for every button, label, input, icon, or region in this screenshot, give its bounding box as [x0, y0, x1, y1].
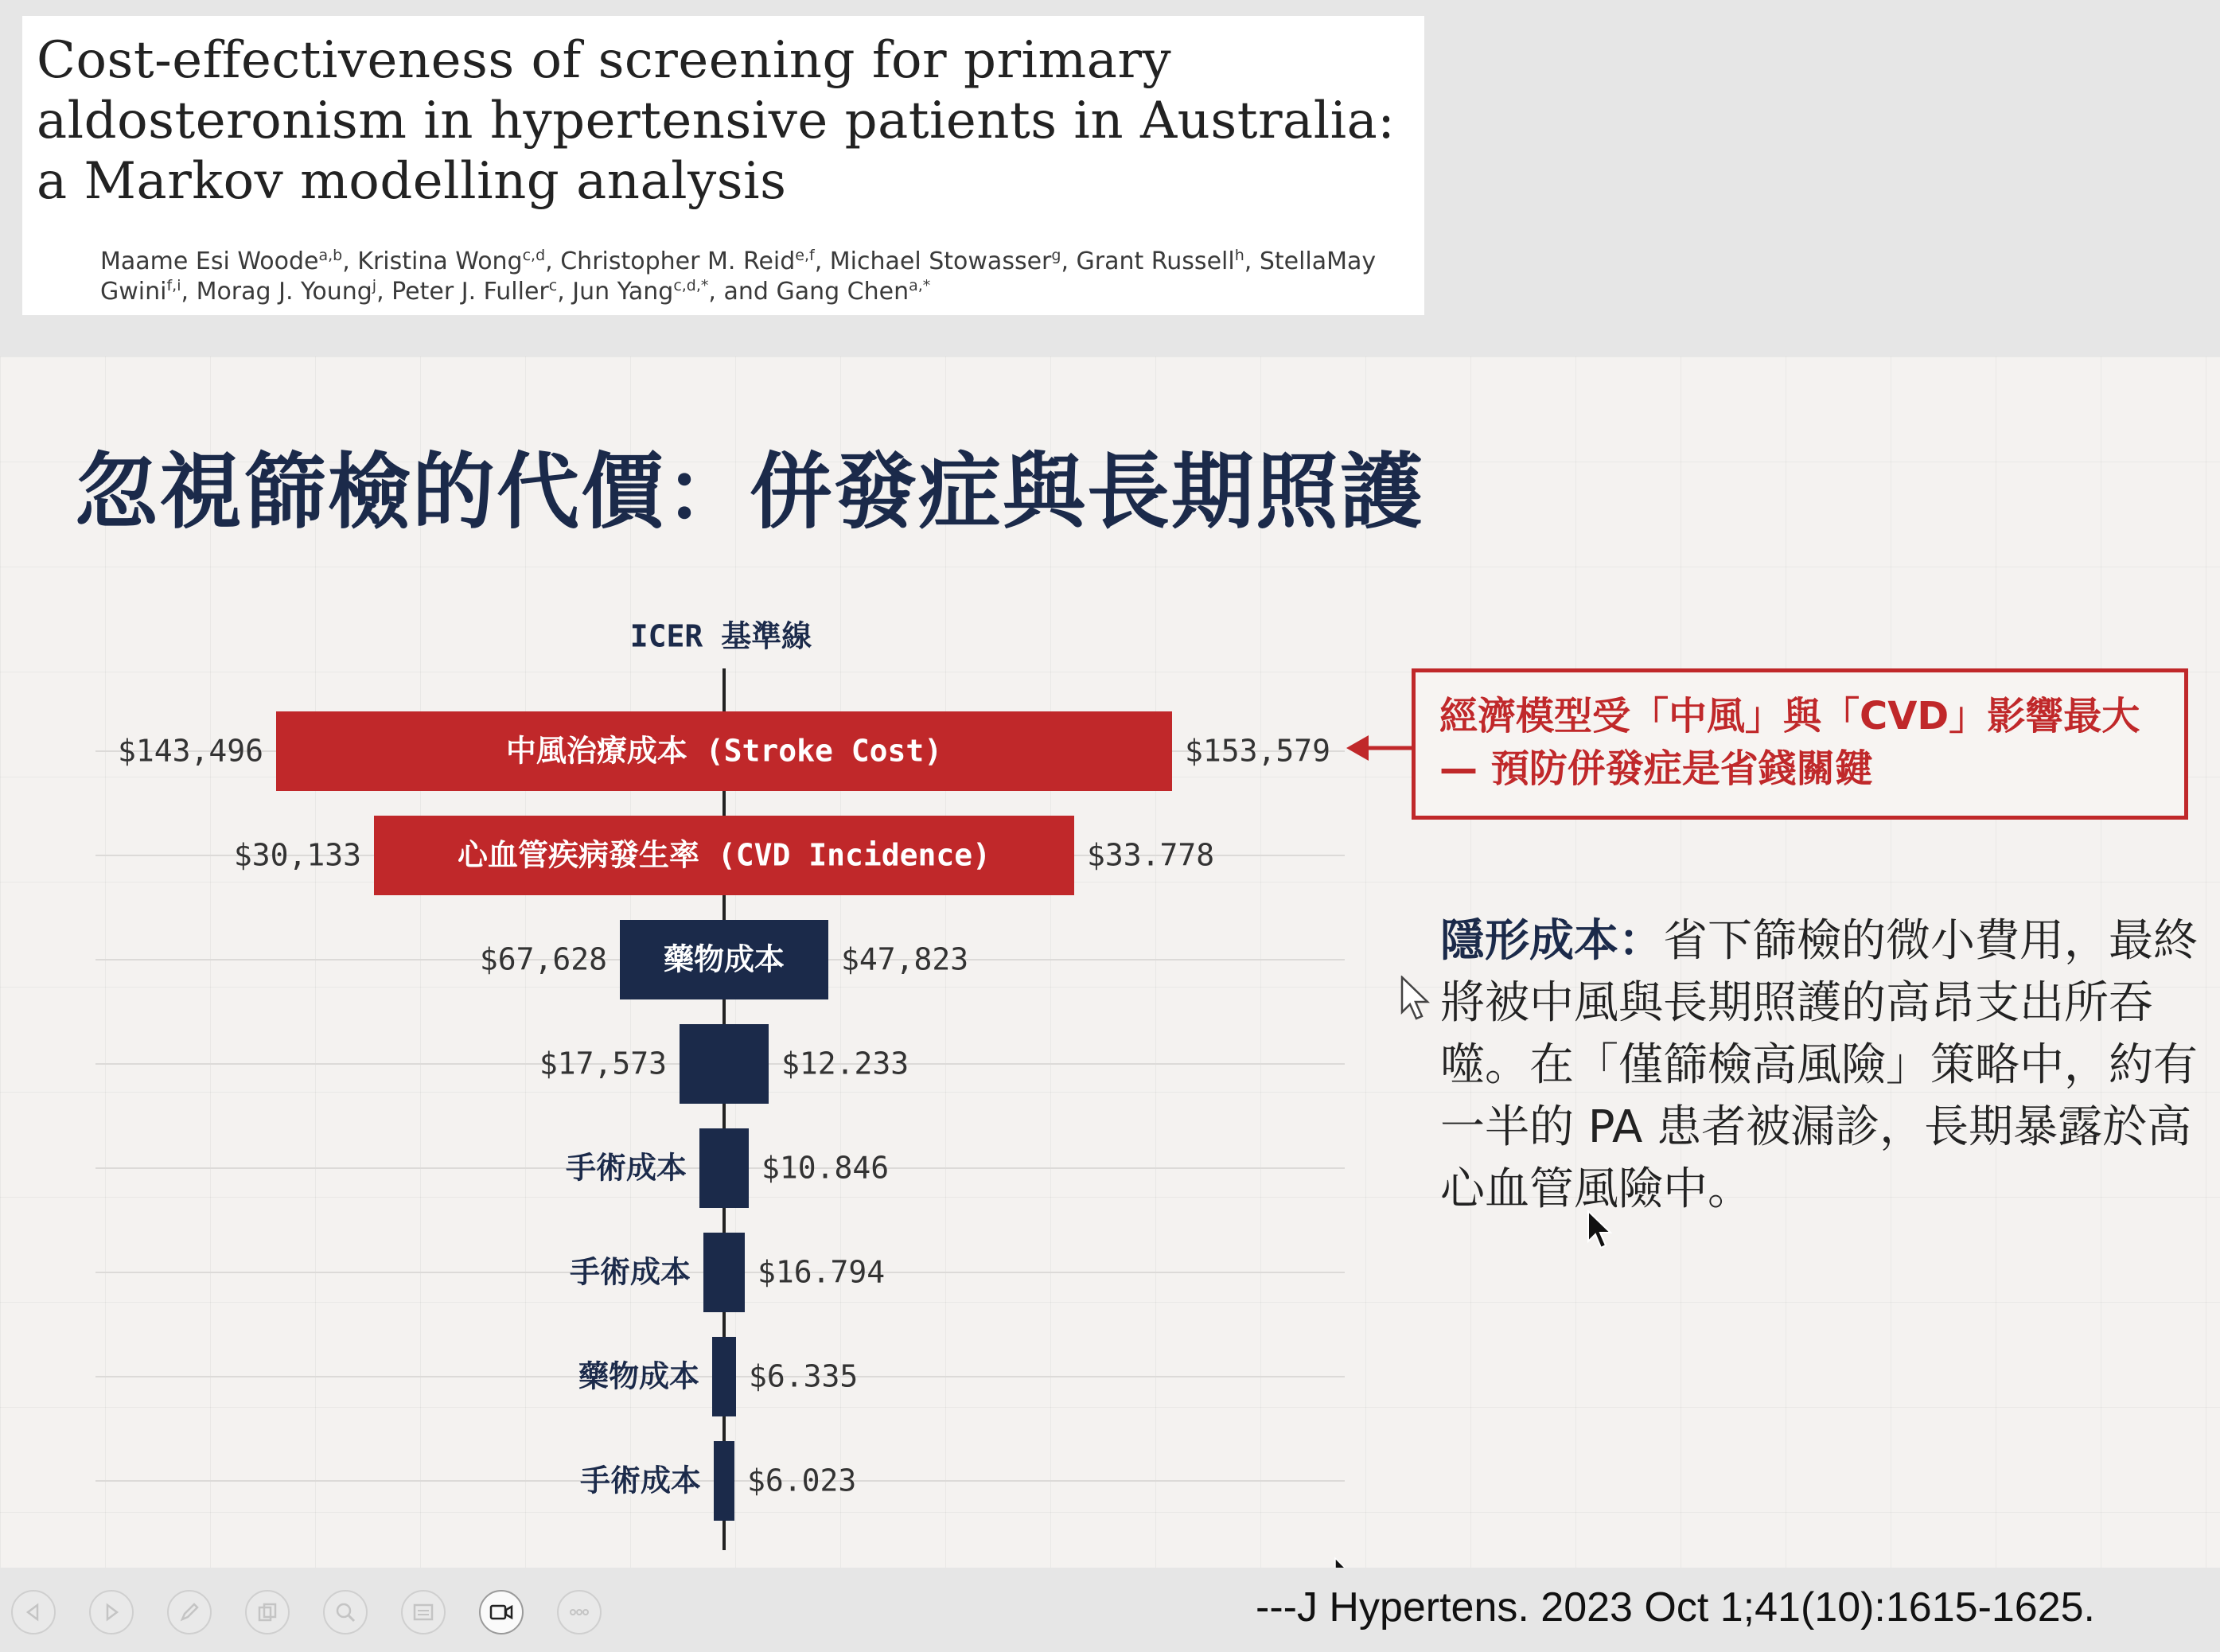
author-affiliation: a,b — [318, 247, 343, 264]
copy-icon — [256, 1601, 278, 1623]
paper-header — [22, 16, 1424, 315]
paper-title-line: a Markov modelling analysis — [37, 152, 787, 211]
bar-low-value: $143,496 — [117, 733, 263, 769]
tornado-bar — [703, 1233, 745, 1312]
author-affiliation: e,f — [795, 247, 815, 264]
bar-high-value: $6.023 — [747, 1463, 857, 1498]
bar-label: 手術成本 — [569, 1254, 691, 1290]
camera-button[interactable] — [479, 1590, 524, 1634]
author-name: Kristina Wong — [357, 247, 523, 275]
insight-body: 省下篩檢的微小費用，最終將被中風與長期照護的高昂支出所吞噬。在「僅篩檢高風險」策略中，約有一半的 PA 患者被漏診，長期暴露於高心血管風險中。 — [1440, 915, 2198, 1215]
bar-high-value: $10.846 — [761, 1150, 890, 1186]
baseline-label: ICER 基準線 — [629, 618, 812, 654]
author-name: StellaMay Gwini — [100, 247, 1377, 306]
bar-high-value: $16.794 — [758, 1254, 886, 1290]
prev-icon — [23, 1602, 44, 1623]
bar-low-value: $17,573 — [539, 1046, 667, 1081]
author-affiliation: f,i — [166, 277, 181, 294]
author-name: Jun Yang — [572, 278, 674, 306]
paper-title — [37, 30, 1413, 212]
bar-label: 手術成本 — [579, 1463, 701, 1498]
camera-icon — [489, 1601, 514, 1623]
subtitles-button[interactable] — [401, 1590, 446, 1634]
prev-slide-button[interactable] — [11, 1590, 56, 1634]
author-name: Peter J. Fuller — [391, 278, 549, 306]
bar-high-value: $153,579 — [1185, 733, 1331, 769]
bar-low-value: $30,133 — [233, 837, 361, 873]
citation-text: ---J Hypertens. 2023 Oct 1;41(10):1615-1625. — [1256, 1584, 2096, 1631]
author-affiliation: a,* — [909, 277, 931, 294]
tornado-bar — [712, 1337, 736, 1416]
tornado-bar — [699, 1128, 749, 1208]
bar-high-value: $47,823 — [841, 941, 969, 977]
subtitles-icon — [412, 1601, 434, 1623]
slides-button[interactable] — [245, 1590, 290, 1634]
author-affiliation: g — [1051, 247, 1061, 264]
author-name: and Gang Chen — [723, 278, 909, 306]
pen-button[interactable] — [167, 1590, 212, 1634]
insight-text — [1440, 910, 2204, 1221]
more-icon — [567, 1601, 592, 1623]
bar-label: 藥物成本 — [578, 1358, 699, 1394]
author-name: Michael Stowasser — [829, 247, 1052, 275]
next-icon — [101, 1602, 122, 1623]
tornado-bar — [714, 1441, 734, 1521]
author-name: Grant Russell — [1076, 247, 1235, 275]
callout-arrow-icon — [1345, 724, 1416, 772]
bar-high-value: $6.335 — [749, 1358, 859, 1394]
pen-icon — [178, 1601, 201, 1623]
cursor-icon — [1587, 1210, 1614, 1251]
author-name: Christopher M. Reid — [560, 247, 796, 275]
author-affiliation: c,d — [522, 247, 546, 264]
callout-line: — 預防併發症是省錢關鍵 — [1439, 746, 1873, 791]
author-affiliation: j — [372, 277, 377, 294]
cursor-outline-icon — [1400, 976, 1432, 1023]
slide-title: 忽視篩檢的代價：併發症與長期照護 — [75, 443, 1425, 540]
zoom-icon — [334, 1601, 356, 1623]
insight-heading: 隱形成本： — [1440, 915, 1663, 967]
zoom-button[interactable] — [323, 1590, 368, 1634]
callout-box — [1412, 668, 2188, 820]
slide — [0, 357, 2220, 1568]
bar-high-value: $12.233 — [781, 1046, 909, 1081]
callout-line: 經濟模型受「中風」與「CVD」影響最大 — [1439, 694, 2140, 738]
bar-high-value: $33.778 — [1087, 837, 1215, 873]
bar-label: 心血管疾病發生率 (CVD Incidence) — [457, 837, 991, 873]
tornado-bar — [680, 1024, 769, 1104]
author-name: Morag J. Young — [196, 278, 372, 306]
author-affiliation: h — [1234, 247, 1244, 264]
paper-title-line: Cost-effectiveness of screening for primary — [37, 31, 1172, 90]
paper-authors: Maame Esi Woode$^{a,b}$, Kristina Wong$^{c,d}$, Christopher M. Reid$^{e,f}$, Michael Stowasser$^g$, Grant Russell$^h$, StellaMay Gwini$^{f,i}$, Morag J. Young$^j$, Peter J. Fuller$^c$, Jun Yang$^{c,d,*}$, and Gang Chen$^{a,*}$ — [100, 247, 1377, 306]
next-slide-button[interactable] — [89, 1590, 134, 1634]
bottom-toolbar — [0, 1568, 2220, 1652]
bar-label: 手術成本 — [565, 1150, 687, 1186]
bar-low-value: $67,628 — [479, 941, 607, 977]
author-affiliation: c,d,* — [673, 277, 709, 294]
tornado-chart — [0, 357, 1369, 1568]
bar-label: 藥物成本 — [663, 941, 785, 977]
author-affiliation: c — [548, 277, 558, 294]
bar-label: 中風治療成本 (Stroke Cost) — [505, 733, 943, 769]
paper-title-line: aldosteronism in hypertensive patients in Australia: — [37, 92, 1396, 150]
more-options-button[interactable] — [557, 1590, 602, 1634]
author-name: Maame Esi Woode — [100, 247, 319, 275]
